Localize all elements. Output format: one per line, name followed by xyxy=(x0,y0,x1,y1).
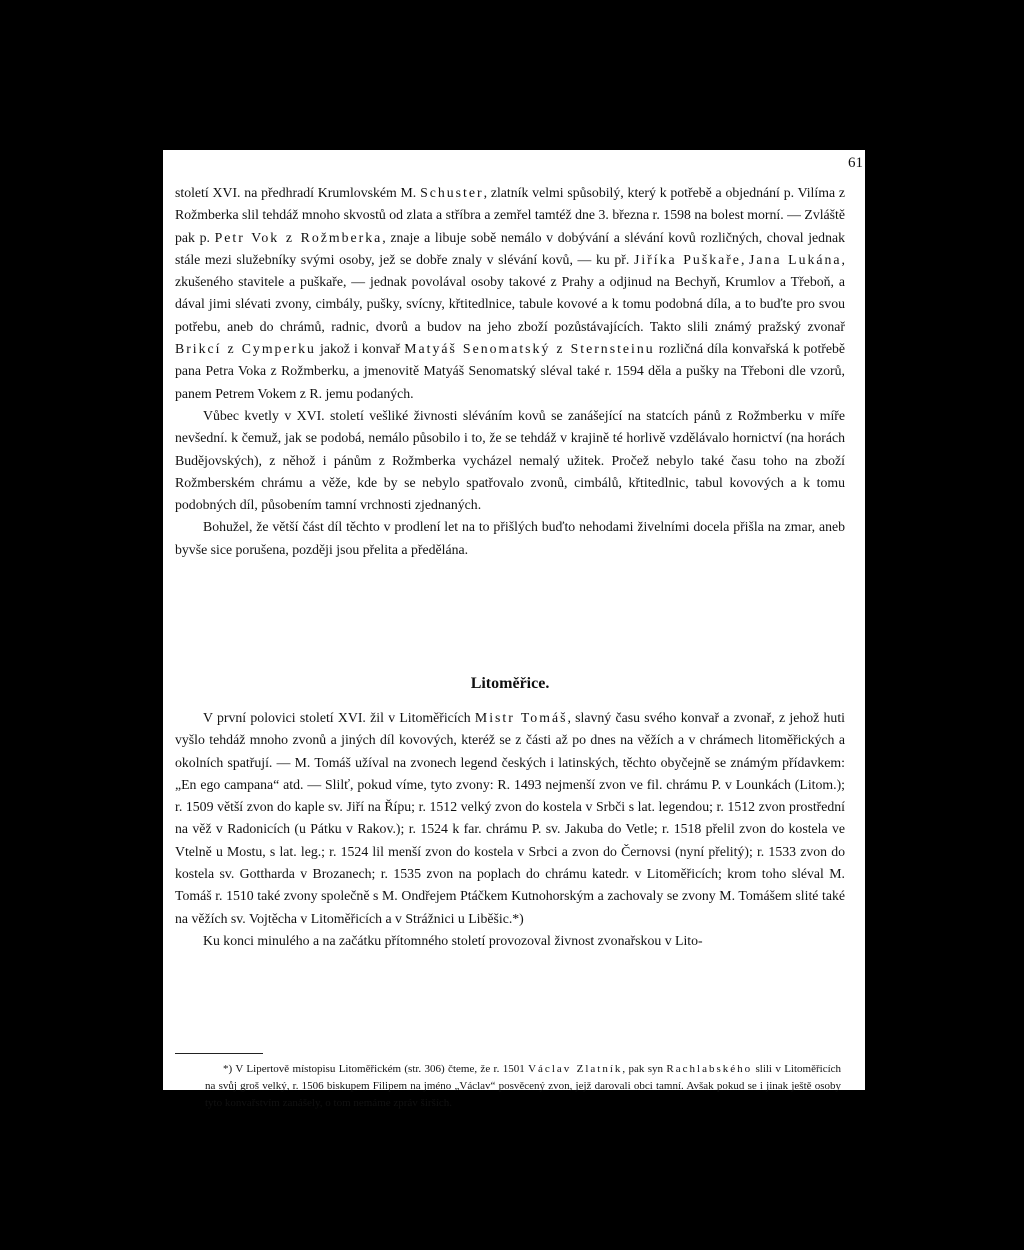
text-run: V první polovici století XVI. žil v Litoměřicích xyxy=(203,710,471,725)
spaced-name-jan-lukan: Jana Lukána xyxy=(749,251,842,267)
page-number: 61 xyxy=(848,155,863,171)
text-run: , zkušeného stavitele a puškaře, — jednak povolával osoby takové z Prahy a odjinud na Bechyň, Krumlov a Třeboň, a dával jimi slévati zvony, cimbály, pušky, svícny, křtitedlnice, tabule kovové a k tomu podobná díla, a to buďte pro svou potřebu, aneb do chrámů, radnic, dvorů a budov na jeho zboží pozůstávajících. Takto slili známý pražský zvonař xyxy=(175,251,845,334)
spaced-name-vaclav: Václav Zlatník xyxy=(528,1063,623,1075)
spaced-name-matyas: Matyáš Senomatský z Sternsteinu xyxy=(404,341,655,357)
text-run: , zlatník velmi spůsobilý, který k potřebě a objednání p. Vilíma z Rožmberka slil tehdáž mnoho skvostů od zlata a stříbra a zemřel tamtéž dne 3. března r. 1598 na bolest morní. — Zvláště pak p. xyxy=(175,185,846,245)
footnote-1 xyxy=(205,1061,841,1112)
paragraph-4 xyxy=(175,707,845,930)
text-run: století XVI. na předhradí Krumlovském M. xyxy=(175,185,417,200)
spaced-name-jirik: Jiříka Puškaře xyxy=(633,251,741,267)
text-run: jakož i konvař xyxy=(320,341,401,357)
paragraph-5: Ku konci minulého a na začátku přítomného století provozoval živnost zvonařskou v Lito- xyxy=(203,932,703,948)
text-run: , znaje a libuje sobě nemálo v dobývání a slévání kovů rozličných, choval jednak stále mezi služebníky svými osoby, jež se dobře znaly v slévání kovů, — ku př. xyxy=(175,229,846,267)
section-heading: Litoměřice. xyxy=(470,675,550,692)
document-page xyxy=(163,150,865,1109)
text-run: , pak syn xyxy=(622,1063,664,1075)
spaced-name-schuster: Schuster xyxy=(420,185,484,200)
text-run: , slavný času svého konvař a zvonař, z jehož huti vyšlo tehdáž mnoho zvonů a jiných díl kovových, kteréž se z části až po dnes na věžích a v chrámech litoměřických a okolních spatřují. — M. Tomáš užíval na zvonech legend českých i latinských, těchto obyčejně se známým přídavkem: „En ego campana“ atd. — Slilť, pokud víme, tyto zvony: R. 1493 nejmenší zvon ve fil. chrámu P. v Lounkách (Litom.); r. 1509 větší zvon do kaple sv. Jiří na Řípu; r. 1512 velký zvon do kostela v Srbči s lat. legendou; r. 1512 zvon prostřední na věž v Radonicích (u Pátku v Rakov.); r. 1524 k far. chrámu P. sv. Jakuba do Vetle; r. 1518 přelil zvon do kostela ve Vtelně u Mostu, s lat. leg.; r. 1524 lil menší zvon do kostela v Srbci a zvon do Černovsi (nyní přelitý); r. 1533 zvon do kostela sv. Gottharda v Brozanech; r. 1535 zvon na poplach do chrámu katedr. v Litoměřicích; krom toho sléval M. Tomáš r. 1510 také zvony společně s M. Ondřejem Ptáčkem Kutnohorským a zachovaly se zvony M. Tomášem slité také na věžích sv. Vojtěcha v Litoměřicích a v Strážnici u Liběšic.*) xyxy=(175,710,845,926)
footnote-divider xyxy=(175,1053,263,1054)
spaced-name-brikci: Brikcí z Cymperku xyxy=(175,341,316,357)
spaced-name-rachlabsky: Rachlabského xyxy=(666,1063,753,1075)
paragraph-1 xyxy=(175,182,845,405)
text-run: slili v Litoměřicích na svůj groš velký, r. 1506 biskupem Filipem na jméno „Václav“ posvěcený zvon, jejž darovali obci tamní. Avšak pokud se i jinak ještě osoby tyto konvařstvím zanášely, o tom nemáme zpráv širších. xyxy=(205,1063,842,1109)
spaced-name-petr-vok: Petr Vok z Rožmberka xyxy=(214,229,383,245)
body-section-1 xyxy=(175,182,845,561)
text-run: , xyxy=(740,251,745,267)
body-section-2 xyxy=(175,707,845,952)
paragraph-2: Vůbec kvetly v XVI. století vešliké živnosti sléváním kovů se zanášející na statcích pánů z Rožmberku v míře nevšední. k čemuž, jak se podobá, nemálo působilo i to, že se tehdáž v krajině té horlivě vzdělávalo hornictví (na horách Budějovských), z něhož i pánům z Rožmberka vycházel nemalý užitek. Pročež nebylo také času toho na zboží Rožmberském chrámu a věže, kde by se nebylo spatřovalo zvonů, cimbálů, křtitedlnic, tabul kovových a k tomu podobných díl, působením tamní vrchnosti zjednaných. xyxy=(175,407,845,513)
text-run: rozličná díla konvařská k potřebě pana Petra Voka z Rožmberku, a jmenovitě Matyáš Senomatský sléval také r. 1594 děla a pušky na Třeboni dle vzorů, panem Petrem Vokem z R. jemu podaných. xyxy=(175,341,846,401)
footnotes xyxy=(205,1061,841,1112)
text-run: *) V Lipertově místopisu Litoměřickém (str. 306) čteme, že r. 1501 xyxy=(223,1063,525,1075)
paragraph-3: Bohužel, že větší část díl těchto v prodlení let na to přišlých buďto nehodami živelními docela přišla na zmar, aneb byvše sice porušena, později jsou přelita a předělána. xyxy=(175,519,845,557)
spaced-name-tomas: Mistr Tomáš xyxy=(474,710,568,725)
